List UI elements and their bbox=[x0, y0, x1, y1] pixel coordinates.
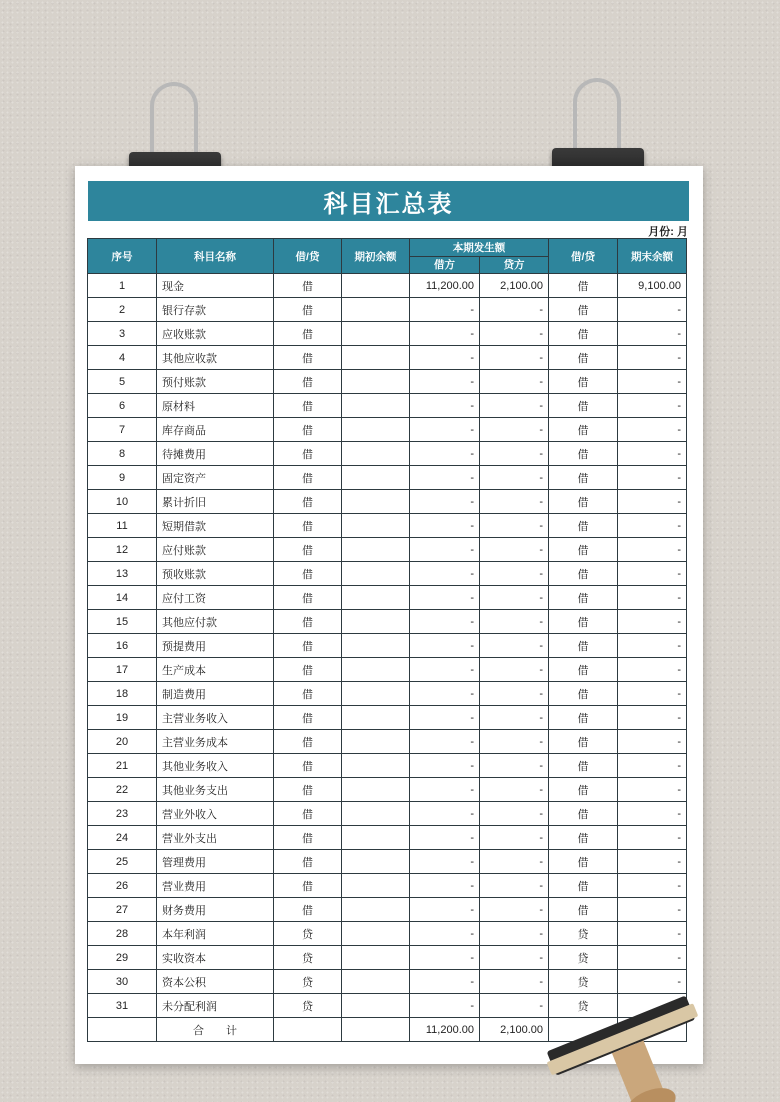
row-seq: 15 bbox=[88, 610, 157, 634]
row-debit: - bbox=[410, 658, 480, 682]
row-closing-balance: - bbox=[618, 322, 687, 346]
row-debit: - bbox=[410, 394, 480, 418]
row-opening-balance bbox=[342, 634, 410, 658]
table-row bbox=[88, 394, 687, 418]
row-credit: - bbox=[480, 850, 549, 874]
row-debit: - bbox=[410, 802, 480, 826]
table-row bbox=[88, 850, 687, 874]
row-closing-balance: - bbox=[618, 922, 687, 946]
row-debit: - bbox=[410, 514, 480, 538]
row-opening-balance bbox=[342, 322, 410, 346]
row-closing-balance: - bbox=[618, 370, 687, 394]
row-debit: - bbox=[410, 730, 480, 754]
row-credit: - bbox=[480, 658, 549, 682]
row-opening-balance bbox=[342, 706, 410, 730]
row-account-name: 库存商品 bbox=[157, 418, 274, 442]
row-seq: 27 bbox=[88, 898, 157, 922]
row-credit: - bbox=[480, 922, 549, 946]
table-row bbox=[88, 826, 687, 850]
row-opening-balance bbox=[342, 730, 410, 754]
row-direction: 借 bbox=[274, 730, 342, 754]
row-credit: - bbox=[480, 322, 549, 346]
table-row bbox=[88, 874, 687, 898]
row-direction: 借 bbox=[274, 802, 342, 826]
row-opening-balance bbox=[342, 274, 410, 298]
row-debit: - bbox=[410, 682, 480, 706]
row-direction-2: 借 bbox=[549, 610, 618, 634]
row-account-name: 其他应收款 bbox=[157, 346, 274, 370]
row-account-name: 资本公积 bbox=[157, 970, 274, 994]
row-opening-balance bbox=[342, 778, 410, 802]
row-credit: - bbox=[480, 466, 549, 490]
table-row bbox=[88, 322, 687, 346]
row-account-name: 本年利润 bbox=[157, 922, 274, 946]
table-row bbox=[88, 946, 687, 970]
row-debit: - bbox=[410, 346, 480, 370]
row-direction-2: 借 bbox=[549, 514, 618, 538]
row-debit: - bbox=[410, 418, 480, 442]
row-account-name: 其他应付款 bbox=[157, 610, 274, 634]
row-seq: 8 bbox=[88, 442, 157, 466]
row-closing-balance: - bbox=[618, 610, 687, 634]
row-direction-2: 贷 bbox=[549, 970, 618, 994]
row-account-name: 其他业务支出 bbox=[157, 778, 274, 802]
row-direction-2: 借 bbox=[549, 466, 618, 490]
row-credit: - bbox=[480, 442, 549, 466]
row-credit: - bbox=[480, 754, 549, 778]
row-direction-2: 借 bbox=[549, 634, 618, 658]
row-closing-balance: - bbox=[618, 346, 687, 370]
row-account-name: 财务费用 bbox=[157, 898, 274, 922]
table-row bbox=[88, 418, 687, 442]
row-direction: 借 bbox=[274, 586, 342, 610]
row-credit: - bbox=[480, 370, 549, 394]
row-opening-balance bbox=[342, 946, 410, 970]
row-account-name: 营业费用 bbox=[157, 874, 274, 898]
row-opening-balance bbox=[342, 802, 410, 826]
row-opening-balance bbox=[342, 538, 410, 562]
row-direction-2: 贷 bbox=[549, 922, 618, 946]
row-credit: - bbox=[480, 634, 549, 658]
row-account-name: 原材料 bbox=[157, 394, 274, 418]
table-row bbox=[88, 634, 687, 658]
rubber-stamp-icon bbox=[545, 985, 745, 1102]
row-closing-balance: - bbox=[618, 466, 687, 490]
row-direction: 借 bbox=[274, 658, 342, 682]
row-seq: 9 bbox=[88, 466, 157, 490]
row-debit: - bbox=[410, 850, 480, 874]
row-direction-2: 借 bbox=[549, 490, 618, 514]
month-label: 月份: 月 bbox=[648, 226, 688, 238]
row-credit: - bbox=[480, 298, 549, 322]
table-row bbox=[88, 490, 687, 514]
row-closing-balance: - bbox=[618, 682, 687, 706]
row-direction: 借 bbox=[274, 490, 342, 514]
row-opening-balance bbox=[342, 490, 410, 514]
row-direction: 借 bbox=[274, 298, 342, 322]
table-row bbox=[88, 706, 687, 730]
row-opening-balance bbox=[342, 514, 410, 538]
row-opening-balance bbox=[342, 994, 410, 1018]
row-credit: - bbox=[480, 490, 549, 514]
row-direction-2: 借 bbox=[549, 298, 618, 322]
row-debit: - bbox=[410, 874, 480, 898]
row-account-name: 累计折旧 bbox=[157, 490, 274, 514]
row-debit: - bbox=[410, 826, 480, 850]
row-debit: 11,200.00 bbox=[410, 274, 480, 298]
row-seq: 23 bbox=[88, 802, 157, 826]
row-direction-2: 借 bbox=[549, 394, 618, 418]
row-account-name: 应收账款 bbox=[157, 322, 274, 346]
header-seq: 序号 bbox=[88, 239, 157, 274]
row-direction-2: 借 bbox=[549, 754, 618, 778]
row-seq: 13 bbox=[88, 562, 157, 586]
row-seq: 3 bbox=[88, 322, 157, 346]
row-seq: 17 bbox=[88, 658, 157, 682]
total-debit: 11,200.00 bbox=[410, 1018, 480, 1042]
row-debit: - bbox=[410, 442, 480, 466]
row-closing-balance: - bbox=[618, 730, 687, 754]
row-seq: 6 bbox=[88, 394, 157, 418]
row-credit: - bbox=[480, 946, 549, 970]
row-debit: - bbox=[410, 586, 480, 610]
row-direction: 借 bbox=[274, 442, 342, 466]
row-closing-balance: - bbox=[618, 658, 687, 682]
row-account-name: 营业外支出 bbox=[157, 826, 274, 850]
row-account-name: 预收账款 bbox=[157, 562, 274, 586]
row-account-name: 待摊费用 bbox=[157, 442, 274, 466]
row-account-name: 短期借款 bbox=[157, 514, 274, 538]
row-account-name: 固定资产 bbox=[157, 466, 274, 490]
row-debit: - bbox=[410, 970, 480, 994]
row-direction: 借 bbox=[274, 346, 342, 370]
row-seq: 28 bbox=[88, 922, 157, 946]
row-seq: 4 bbox=[88, 346, 157, 370]
total-label: 合 计 bbox=[157, 1018, 274, 1042]
row-credit: - bbox=[480, 346, 549, 370]
row-direction-2: 借 bbox=[549, 562, 618, 586]
row-debit: - bbox=[410, 370, 480, 394]
row-account-name: 未分配利润 bbox=[157, 994, 274, 1018]
row-credit: - bbox=[480, 706, 549, 730]
row-closing-balance: - bbox=[618, 514, 687, 538]
row-seq: 30 bbox=[88, 970, 157, 994]
table-row bbox=[88, 754, 687, 778]
row-debit: - bbox=[410, 898, 480, 922]
row-credit: - bbox=[480, 970, 549, 994]
row-direction-2: 借 bbox=[549, 418, 618, 442]
row-account-name: 预付账款 bbox=[157, 370, 274, 394]
header-direction-2: 借/贷 bbox=[549, 239, 618, 274]
row-direction-2: 借 bbox=[549, 538, 618, 562]
row-opening-balance bbox=[342, 898, 410, 922]
row-seq: 21 bbox=[88, 754, 157, 778]
table-row bbox=[88, 562, 687, 586]
row-debit: - bbox=[410, 610, 480, 634]
header-closing-balance: 期末余额 bbox=[618, 239, 687, 274]
row-seq: 2 bbox=[88, 298, 157, 322]
row-direction-2: 借 bbox=[549, 586, 618, 610]
row-seq: 5 bbox=[88, 370, 157, 394]
row-closing-balance: - bbox=[618, 706, 687, 730]
row-closing-balance: - bbox=[618, 442, 687, 466]
row-debit: - bbox=[410, 754, 480, 778]
row-debit: - bbox=[410, 298, 480, 322]
row-debit: - bbox=[410, 922, 480, 946]
table-row bbox=[88, 802, 687, 826]
row-opening-balance bbox=[342, 586, 410, 610]
row-account-name: 现金 bbox=[157, 274, 274, 298]
header-direction: 借/贷 bbox=[274, 239, 342, 274]
row-closing-balance: - bbox=[618, 562, 687, 586]
row-closing-balance: - bbox=[618, 634, 687, 658]
row-credit: - bbox=[480, 610, 549, 634]
row-seq: 20 bbox=[88, 730, 157, 754]
row-closing-balance: - bbox=[618, 970, 687, 994]
row-direction: 借 bbox=[274, 370, 342, 394]
row-direction: 借 bbox=[274, 778, 342, 802]
header-credit: 贷方 bbox=[480, 256, 549, 274]
table-row bbox=[88, 586, 687, 610]
row-account-name: 预提费用 bbox=[157, 634, 274, 658]
row-account-name: 制造费用 bbox=[157, 682, 274, 706]
row-seq: 18 bbox=[88, 682, 157, 706]
row-opening-balance bbox=[342, 970, 410, 994]
row-closing-balance: - bbox=[618, 946, 687, 970]
row-direction-2: 借 bbox=[549, 658, 618, 682]
row-direction-2: 借 bbox=[549, 730, 618, 754]
row-seq: 25 bbox=[88, 850, 157, 874]
row-debit: - bbox=[410, 706, 480, 730]
header-opening-balance: 期初余额 bbox=[342, 239, 410, 274]
row-debit: - bbox=[410, 562, 480, 586]
row-opening-balance bbox=[342, 346, 410, 370]
row-seq: 14 bbox=[88, 586, 157, 610]
row-debit: - bbox=[410, 778, 480, 802]
row-direction: 借 bbox=[274, 826, 342, 850]
total-credit: 2,100.00 bbox=[480, 1018, 549, 1042]
row-debit: - bbox=[410, 466, 480, 490]
row-direction: 借 bbox=[274, 562, 342, 586]
row-debit: - bbox=[410, 490, 480, 514]
row-direction: 借 bbox=[274, 394, 342, 418]
row-credit: - bbox=[480, 778, 549, 802]
row-credit: - bbox=[480, 394, 549, 418]
row-direction-2: 借 bbox=[549, 706, 618, 730]
row-opening-balance bbox=[342, 826, 410, 850]
header-period-amount: 本期发生额 bbox=[410, 239, 549, 257]
row-direction-2: 借 bbox=[549, 802, 618, 826]
row-opening-balance bbox=[342, 610, 410, 634]
row-debit: - bbox=[410, 538, 480, 562]
row-closing-balance: - bbox=[618, 490, 687, 514]
table-row bbox=[88, 658, 687, 682]
table-row bbox=[88, 898, 687, 922]
table-row bbox=[88, 682, 687, 706]
row-opening-balance bbox=[342, 658, 410, 682]
row-opening-balance bbox=[342, 394, 410, 418]
row-closing-balance: - bbox=[618, 754, 687, 778]
row-opening-balance bbox=[342, 466, 410, 490]
row-closing-balance: - bbox=[618, 394, 687, 418]
row-direction: 借 bbox=[274, 418, 342, 442]
row-account-name: 主营业务收入 bbox=[157, 706, 274, 730]
row-opening-balance bbox=[342, 850, 410, 874]
row-credit: - bbox=[480, 898, 549, 922]
row-direction: 借 bbox=[274, 706, 342, 730]
table-row bbox=[88, 538, 687, 562]
row-account-name: 银行存款 bbox=[157, 298, 274, 322]
row-direction-2: 借 bbox=[549, 898, 618, 922]
row-closing-balance: - bbox=[618, 778, 687, 802]
row-direction: 借 bbox=[274, 898, 342, 922]
summary-sheet bbox=[75, 166, 703, 1064]
row-seq: 7 bbox=[88, 418, 157, 442]
row-direction: 贷 bbox=[274, 994, 342, 1018]
row-credit: - bbox=[480, 802, 549, 826]
row-opening-balance bbox=[342, 922, 410, 946]
table-row bbox=[88, 442, 687, 466]
row-closing-balance: - bbox=[618, 586, 687, 610]
row-direction-2: 借 bbox=[549, 874, 618, 898]
row-direction-2: 借 bbox=[549, 346, 618, 370]
row-credit: - bbox=[480, 418, 549, 442]
row-direction-2: 借 bbox=[549, 442, 618, 466]
row-direction-2: 贷 bbox=[549, 946, 618, 970]
row-opening-balance bbox=[342, 442, 410, 466]
row-account-name: 应付账款 bbox=[157, 538, 274, 562]
row-direction-2: 借 bbox=[549, 826, 618, 850]
row-direction: 借 bbox=[274, 274, 342, 298]
row-seq: 29 bbox=[88, 946, 157, 970]
row-credit: 2,100.00 bbox=[480, 274, 549, 298]
table-row bbox=[88, 514, 687, 538]
row-closing-balance: 9,100.00 bbox=[618, 274, 687, 298]
table-row bbox=[88, 274, 687, 298]
row-seq: 16 bbox=[88, 634, 157, 658]
row-direction: 借 bbox=[274, 466, 342, 490]
row-opening-balance bbox=[342, 370, 410, 394]
row-credit: - bbox=[480, 874, 549, 898]
row-opening-balance bbox=[342, 298, 410, 322]
row-account-name: 管理费用 bbox=[157, 850, 274, 874]
row-direction: 借 bbox=[274, 754, 342, 778]
row-account-name: 生产成本 bbox=[157, 658, 274, 682]
row-direction-2: 贷 bbox=[549, 994, 618, 1018]
row-direction: 借 bbox=[274, 634, 342, 658]
row-account-name: 应付工资 bbox=[157, 586, 274, 610]
row-closing-balance: - bbox=[618, 826, 687, 850]
row-direction-2: 借 bbox=[549, 778, 618, 802]
table-row bbox=[88, 922, 687, 946]
row-debit: - bbox=[410, 946, 480, 970]
row-direction: 借 bbox=[274, 874, 342, 898]
row-credit: - bbox=[480, 994, 549, 1018]
table-row bbox=[88, 370, 687, 394]
row-closing-balance: - bbox=[618, 802, 687, 826]
row-credit: - bbox=[480, 562, 549, 586]
row-direction: 借 bbox=[274, 682, 342, 706]
row-credit: - bbox=[480, 586, 549, 610]
row-closing-balance: - bbox=[618, 850, 687, 874]
row-seq: 22 bbox=[88, 778, 157, 802]
row-direction-2: 借 bbox=[549, 274, 618, 298]
row-closing-balance: - bbox=[618, 418, 687, 442]
row-seq: 11 bbox=[88, 514, 157, 538]
row-debit: - bbox=[410, 634, 480, 658]
row-debit: - bbox=[410, 994, 480, 1018]
row-seq: 24 bbox=[88, 826, 157, 850]
row-debit: - bbox=[410, 322, 480, 346]
table-row bbox=[88, 298, 687, 322]
row-opening-balance bbox=[342, 562, 410, 586]
page-title: 科目汇总表 bbox=[88, 181, 689, 221]
row-closing-balance: - bbox=[618, 874, 687, 898]
row-direction-2: 借 bbox=[549, 850, 618, 874]
row-seq: 19 bbox=[88, 706, 157, 730]
row-opening-balance bbox=[342, 754, 410, 778]
table-row bbox=[88, 466, 687, 490]
row-direction: 贷 bbox=[274, 946, 342, 970]
row-direction: 借 bbox=[274, 610, 342, 634]
row-direction: 贷 bbox=[274, 970, 342, 994]
row-opening-balance bbox=[342, 874, 410, 898]
row-credit: - bbox=[480, 730, 549, 754]
row-credit: - bbox=[480, 826, 549, 850]
row-seq: 1 bbox=[88, 274, 157, 298]
row-seq: 10 bbox=[88, 490, 157, 514]
row-credit: - bbox=[480, 514, 549, 538]
row-direction: 贷 bbox=[274, 922, 342, 946]
row-seq: 26 bbox=[88, 874, 157, 898]
row-credit: - bbox=[480, 682, 549, 706]
row-direction: 借 bbox=[274, 322, 342, 346]
table-row bbox=[88, 778, 687, 802]
table-row bbox=[88, 730, 687, 754]
row-account-name: 营业外收入 bbox=[157, 802, 274, 826]
row-direction-2: 借 bbox=[549, 682, 618, 706]
header-debit: 借方 bbox=[410, 256, 480, 274]
row-opening-balance bbox=[342, 418, 410, 442]
row-direction: 借 bbox=[274, 514, 342, 538]
row-direction: 借 bbox=[274, 538, 342, 562]
account-summary-table bbox=[87, 238, 687, 1042]
row-seq: 12 bbox=[88, 538, 157, 562]
row-account-name: 其他业务收入 bbox=[157, 754, 274, 778]
row-seq: 31 bbox=[88, 994, 157, 1018]
row-direction-2: 借 bbox=[549, 370, 618, 394]
header-account-name: 科目名称 bbox=[157, 239, 274, 274]
row-closing-balance: - bbox=[618, 538, 687, 562]
row-closing-balance: - bbox=[618, 298, 687, 322]
row-direction: 借 bbox=[274, 850, 342, 874]
row-direction-2: 借 bbox=[549, 322, 618, 346]
table-row bbox=[88, 346, 687, 370]
row-opening-balance bbox=[342, 682, 410, 706]
row-closing-balance: - bbox=[618, 898, 687, 922]
row-account-name: 主营业务成本 bbox=[157, 730, 274, 754]
row-credit: - bbox=[480, 538, 549, 562]
table-row bbox=[88, 610, 687, 634]
row-account-name: 实收资本 bbox=[157, 946, 274, 970]
